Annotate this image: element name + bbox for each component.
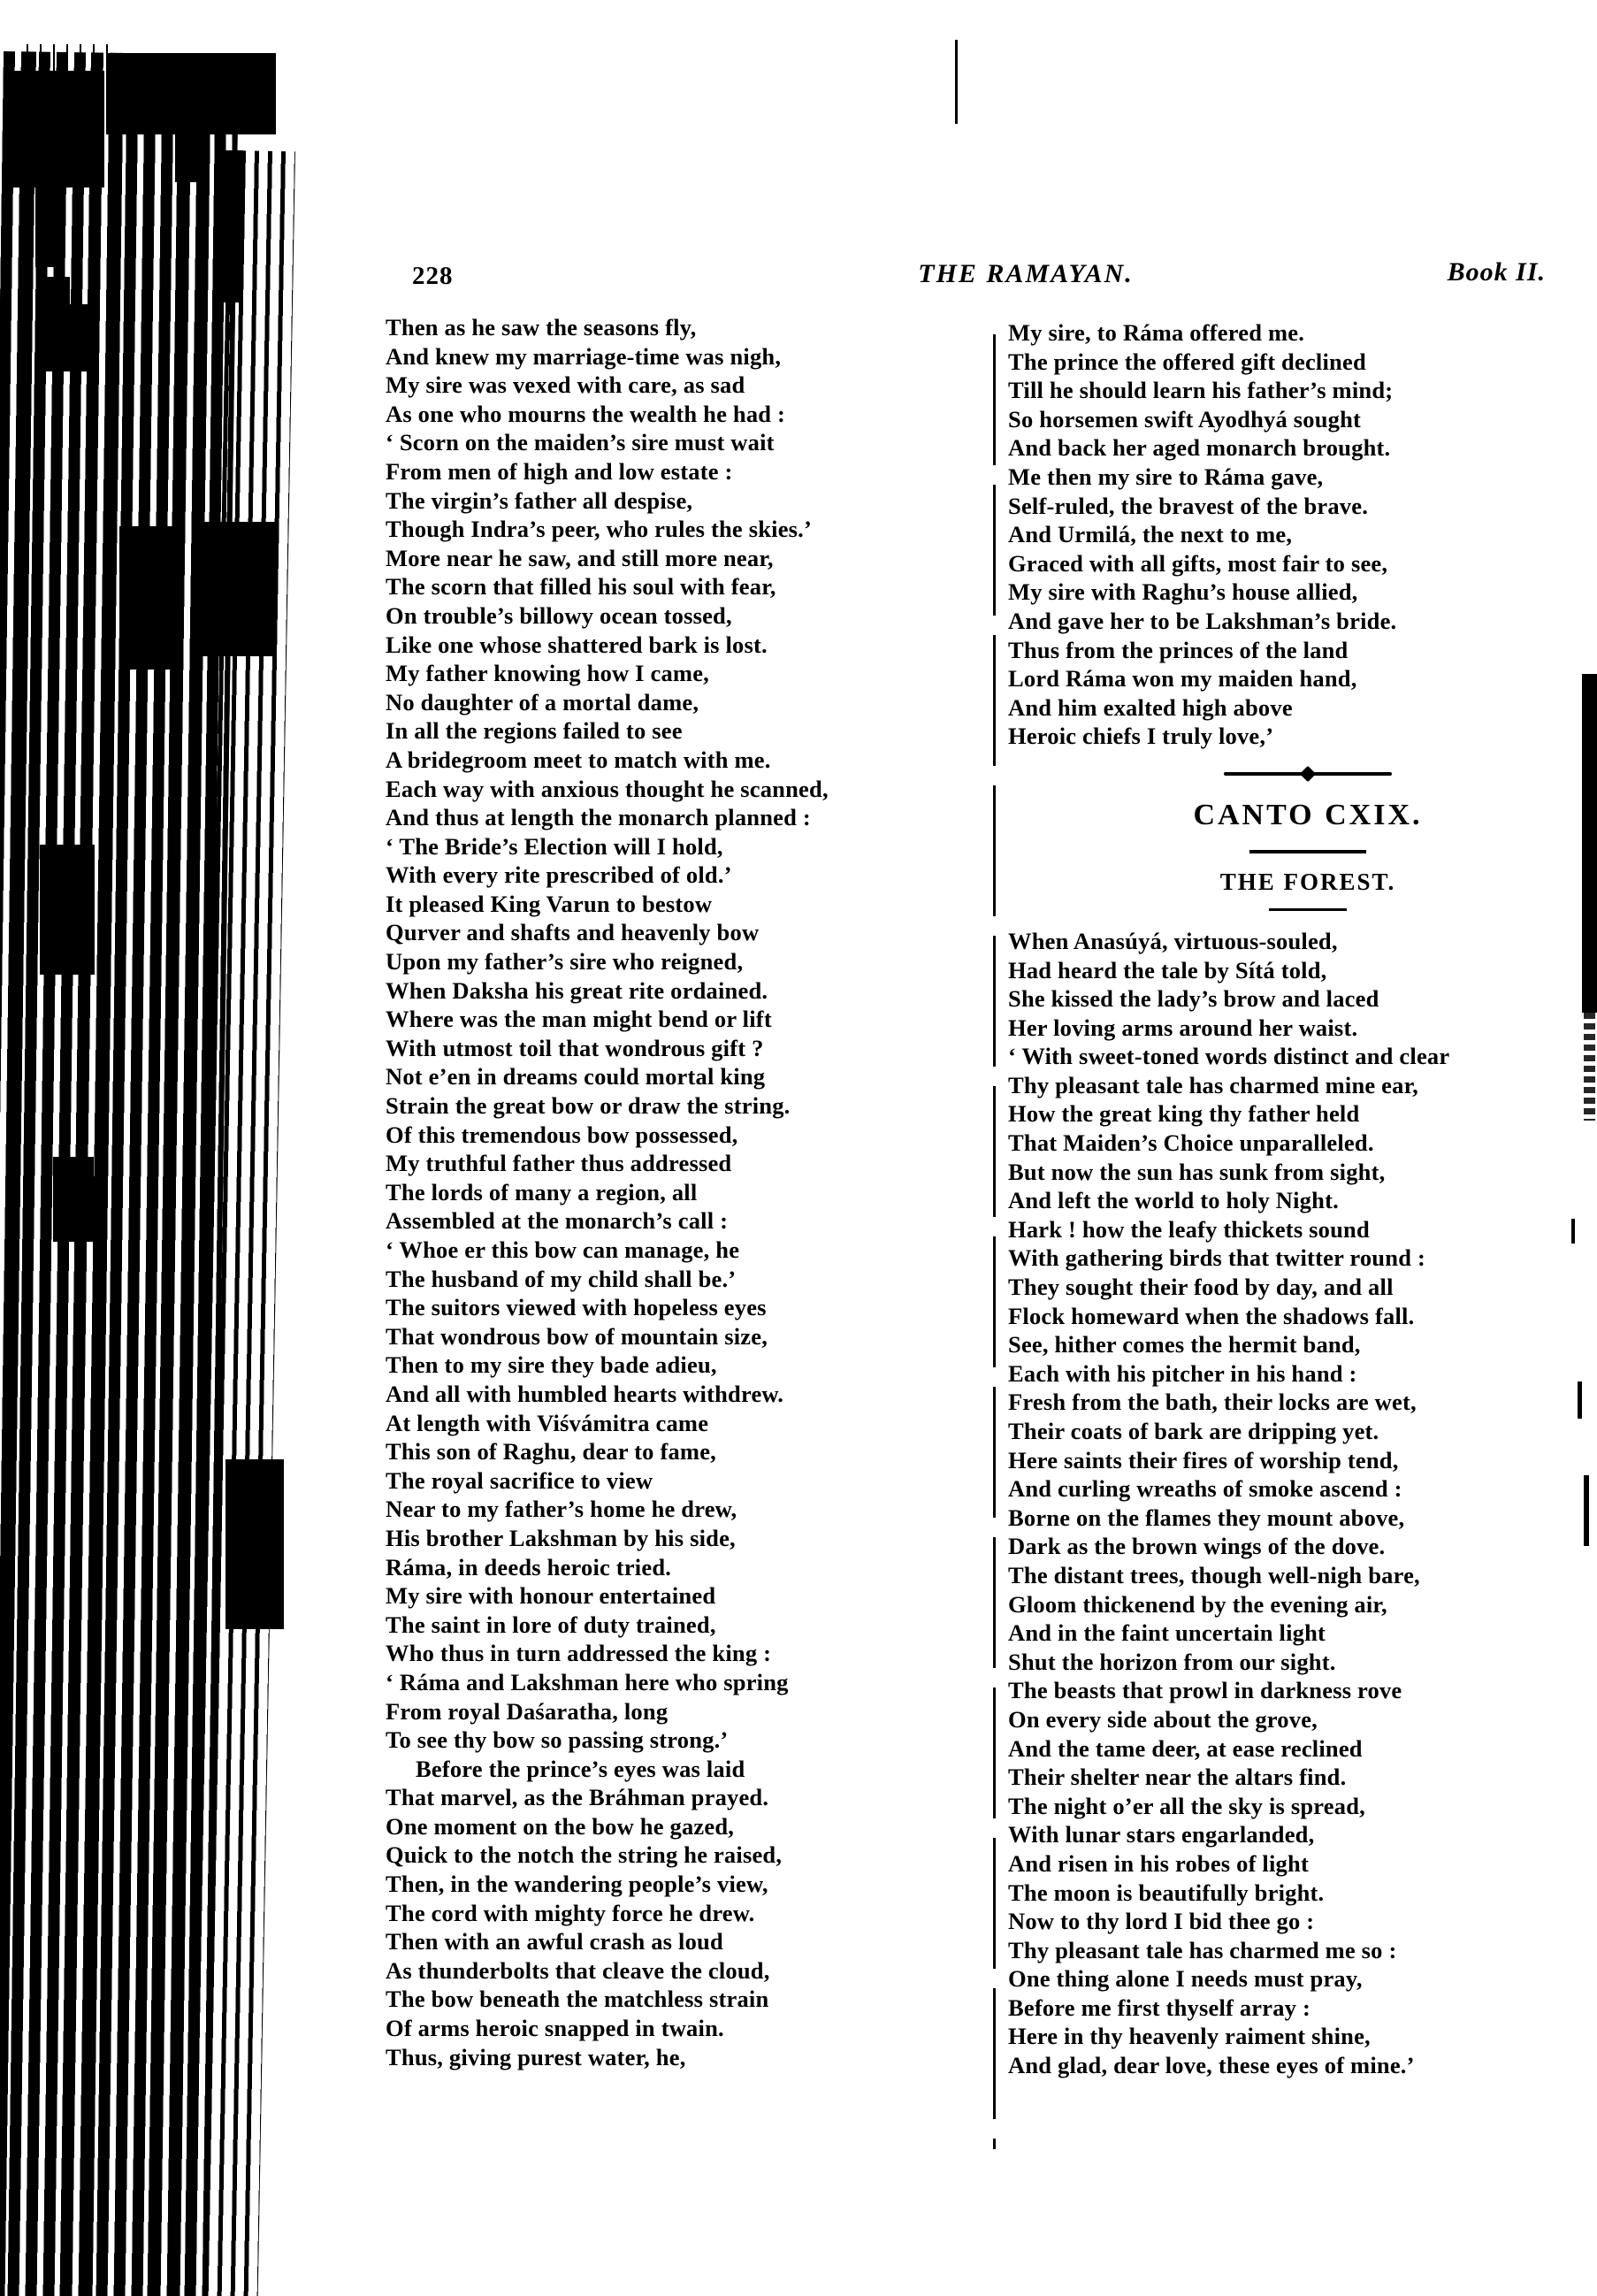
canto-rule bbox=[1249, 850, 1366, 853]
poem-line: More near he saw, and still more near, bbox=[386, 544, 774, 571]
canto-subheading: THE FOREST. bbox=[1219, 868, 1396, 895]
poem-line: The distant trees, though well-nigh bare, bbox=[1008, 1561, 1420, 1588]
poem-line: Here saints their fires of worship tend, bbox=[1008, 1446, 1399, 1473]
poem-line: The saint in lore of duty trained, bbox=[386, 1611, 716, 1638]
poem-line: Hark ! how the leafy thickets sound bbox=[1008, 1215, 1370, 1243]
poem-line: Till he should learn his father’s mind; bbox=[1008, 377, 1394, 404]
poem-line: They sought their food by day, and all bbox=[1008, 1274, 1394, 1301]
poem-line: Of this tremendous bow possessed, bbox=[386, 1121, 738, 1148]
poem-line: Thy pleasant tale has charmed me so : bbox=[1008, 1936, 1397, 1963]
poem-line: Quick to the notch the string he raised, bbox=[386, 1841, 783, 1869]
poem-line: With utmost toil that wondrous gift ? bbox=[386, 1034, 764, 1061]
poem-line: Then as he saw the seasons fly, bbox=[386, 314, 697, 341]
poem-line: Had heard the tale by Sítá told, bbox=[1008, 956, 1327, 983]
poem-line: With every rite prescribed of old.’ bbox=[386, 861, 732, 889]
poem-line: My sire with Raghu’s house allied, bbox=[1008, 578, 1358, 606]
poem-line: And Urmilá, the next to me, bbox=[1008, 521, 1293, 548]
poem-line: And gave her to be Lakshman’s bride. bbox=[1008, 607, 1397, 634]
poem-line: My father knowing how I came, bbox=[386, 660, 709, 687]
scan-smear-block bbox=[35, 168, 64, 267]
poem-line: The suitors viewed with hopeless eyes bbox=[386, 1294, 767, 1321]
poem-line: How the great king thy father held bbox=[1008, 1100, 1360, 1128]
poem-line: With gathering birds that twitter round : bbox=[1008, 1244, 1425, 1272]
poem-line: At length with Viśvámitra came bbox=[386, 1409, 709, 1436]
poem-line: Assembled at the monarch’s call : bbox=[386, 1207, 729, 1235]
poem-line: Thus, giving purest water, he, bbox=[386, 2043, 686, 2070]
poem-line: It pleased King Varun to bestow bbox=[386, 890, 713, 917]
poem-line: And him exalted high above bbox=[1008, 693, 1293, 721]
scan-smear-block bbox=[199, 522, 275, 656]
poem-line: And curling wreaths of smoke ascend : bbox=[1008, 1475, 1402, 1503]
poem-line: That wondrous bow of mountain size, bbox=[386, 1322, 768, 1350]
poem-line: The prince the offered gift declined bbox=[1008, 348, 1366, 375]
poem-line: The night o’er all the sky is spread, bbox=[1008, 1792, 1365, 1819]
poem-line: ‘ The Bride’s Election will I hold, bbox=[386, 832, 723, 860]
poem-line: The virgin’s father all despise, bbox=[386, 486, 693, 514]
poem-line: As one who mourns the wealth he had : bbox=[386, 400, 786, 427]
poem-line: One thing alone I needs must pray, bbox=[1008, 1965, 1363, 1993]
poem-line: A bridegroom meet to match with me. bbox=[386, 746, 771, 773]
poem-line: When Daksha his great rite ordained. bbox=[386, 976, 768, 1004]
poem-line: The cord with mighty force he drew. bbox=[386, 1899, 755, 1926]
scan-smear-block bbox=[40, 845, 95, 975]
poem-line: To see thy bow so passing strong.’ bbox=[386, 1726, 729, 1754]
poem-line: Their shelter near the altars find. bbox=[1008, 1764, 1347, 1791]
poem-line: As thunderbolts that cleave the cloud, bbox=[386, 1956, 770, 1984]
poem-line: Before me first thyself array : bbox=[1008, 1994, 1310, 2021]
poem-line: And knew my marriage-time was nigh, bbox=[386, 342, 782, 370]
poem-line: And thus at length the monarch planned : bbox=[386, 804, 811, 831]
poem-line: Shut the horizon from our sight. bbox=[1008, 1648, 1336, 1675]
poem-line: Qurver and shafts and heavenly bow bbox=[386, 919, 760, 946]
poem-line: Lord Ráma won my maiden hand, bbox=[1008, 665, 1357, 693]
poem-line: This son of Raghu, dear to fame, bbox=[386, 1438, 716, 1466]
poem-line: ‘ Whoe er this bow can manage, he bbox=[386, 1236, 740, 1263]
poem-line: ‘ Scorn on the maiden’s sire must wait bbox=[386, 429, 775, 456]
scan-smear-block bbox=[119, 526, 174, 670]
poem-line: The scorn that filled his soul with fear, bbox=[386, 573, 776, 601]
poem-line: Then to my sire they bade adieu, bbox=[386, 1351, 717, 1379]
scan-mark-top bbox=[955, 40, 958, 124]
scan-artifact-left bbox=[0, 44, 305, 2296]
poem-line: From men of high and low estate : bbox=[386, 457, 733, 485]
poem-line: On trouble’s billowy ocean tossed, bbox=[386, 601, 732, 629]
poem-line: Of arms heroic snapped in twain. bbox=[386, 2015, 724, 2042]
poem-line: Thy pleasant tale has charmed mine ear, bbox=[1008, 1071, 1418, 1098]
poem-line: Borne on the flames they mount above, bbox=[1008, 1504, 1405, 1531]
poem-line: His brother Lakshman by his side, bbox=[386, 1524, 736, 1551]
subheading-rule bbox=[1269, 908, 1347, 911]
poem-line: Like one whose shattered bark is lost. bbox=[386, 631, 768, 658]
scan-smear-block bbox=[67, 304, 96, 371]
poem-line: Her loving arms around her waist. bbox=[1008, 1014, 1358, 1041]
poem-line: The lords of many a region, all bbox=[386, 1178, 698, 1205]
poem-line: Fresh from the bath, their locks are wet, bbox=[1008, 1389, 1417, 1416]
poem-line: ‘ With sweet-toned words distinct and clear bbox=[1008, 1043, 1450, 1070]
poem-line: Their coats of bark are dripping yet. bbox=[1008, 1418, 1379, 1444]
poem-line: Now to thy lord I bid thee go : bbox=[1008, 1908, 1315, 1935]
poem-line: And glad, dear love, these eyes of mine.’ bbox=[1008, 2052, 1415, 2079]
poem-line: Thus from the princes of the land bbox=[1008, 636, 1349, 663]
poem-line: The royal sacrifice to view bbox=[386, 1466, 653, 1494]
book-label: Book II. bbox=[1447, 257, 1546, 287]
poem-line: That Maiden’s Choice unparalleled. bbox=[1008, 1129, 1374, 1157]
poem-line: Then, in the wandering people’s view, bbox=[386, 1871, 768, 1898]
poem-line: One moment on the bow he gazed, bbox=[386, 1812, 735, 1840]
poem-line: And back her aged monarch brought. bbox=[1008, 434, 1391, 462]
page-number: 228 bbox=[412, 262, 454, 290]
poem-line: Strain the great bow or draw the string. bbox=[386, 1092, 791, 1120]
poem-line: Each with his pitcher in his hand : bbox=[1008, 1359, 1357, 1387]
poem-line: Flock homeward when the shadows fall. bbox=[1008, 1302, 1415, 1329]
poem-line: Not e’en in dreams could mortal king bbox=[386, 1063, 766, 1091]
poem-line: Before the prince’s eyes was laid bbox=[416, 1755, 745, 1782]
poem-line: On every side about the grove, bbox=[1008, 1705, 1318, 1733]
poem-line: Here in thy heavenly raiment shine, bbox=[1008, 2023, 1371, 2050]
poem-line: Who thus in turn addressed the king : bbox=[386, 1640, 772, 1667]
left-column bbox=[386, 313, 985, 2071]
poem-line: And the tame deer, at ease reclined bbox=[1008, 1734, 1363, 1762]
poem-line: Graced with all gifts, most fair to see, bbox=[1008, 549, 1388, 577]
scan-smear-block bbox=[40, 277, 70, 371]
poem-line: My sire was vexed with care, as sad bbox=[386, 371, 745, 399]
poem-line: So horsemen swift Ayodhyá sought bbox=[1008, 405, 1362, 432]
left-column-verse bbox=[386, 313, 985, 2071]
poem-line: And left the world to holy Night. bbox=[1008, 1187, 1339, 1214]
canto-heading: CANTO CXIX. bbox=[1193, 798, 1423, 831]
right-column-verse-top bbox=[1008, 318, 1597, 751]
poem-line: ‘ Ráma and Lakshman here who spring bbox=[386, 1668, 789, 1695]
poem-line: Ráma, in deeds heroic tried. bbox=[386, 1553, 672, 1580]
poem-line: And in the faint uncertain light bbox=[1008, 1619, 1326, 1647]
poem-line: My sire with honour entertained bbox=[386, 1582, 716, 1610]
poem-line: And risen in his robes of light bbox=[1008, 1849, 1309, 1877]
poem-line: The bow beneath the matchless strain bbox=[386, 1986, 769, 2013]
poem-line: See, hither comes the hermit band, bbox=[1008, 1331, 1361, 1358]
poem-line: That marvel, as the Bráhman prayed. bbox=[386, 1784, 769, 1811]
running-title: THE RAMAYAN. bbox=[918, 259, 1134, 288]
poem-line: With lunar stars engarlanded, bbox=[1008, 1821, 1315, 1848]
poem-line: Me then my sire to Ráma gave, bbox=[1008, 463, 1324, 490]
right-column bbox=[1008, 318, 1597, 2080]
poem-line: Though Indra’s peer, who rules the skies.’ bbox=[386, 516, 813, 543]
right-column-verse-bottom bbox=[1008, 927, 1597, 2080]
scan-smear-block bbox=[215, 150, 243, 302]
poem-line: In all the regions failed to see bbox=[386, 717, 683, 745]
poem-line: Self-ruled, the bravest of the brave. bbox=[1008, 492, 1369, 519]
scan-smear-block bbox=[53, 1157, 94, 1242]
canto-ornament-rule bbox=[1224, 772, 1392, 776]
scan-smear-block bbox=[175, 101, 209, 182]
poem-line: My sire, to Ráma offered me. bbox=[1008, 319, 1305, 346]
scan-smear-block bbox=[225, 1459, 284, 1629]
poem-line: The husband of my child shall be.’ bbox=[386, 1265, 737, 1292]
poem-line: She kissed the lady’s brow and laced bbox=[1008, 985, 1379, 1013]
poem-line: Upon my father’s sire who reigned, bbox=[386, 948, 744, 976]
poem-line: Near to my father’s home he drew, bbox=[386, 1496, 737, 1523]
poem-line: And all with humbled hearts withdrew. bbox=[386, 1380, 784, 1407]
poem-line: Heroic chiefs I truly love,’ bbox=[1008, 723, 1274, 750]
column-divider-rule bbox=[993, 334, 996, 2149]
poem-line: But now the sun has sunk from sight, bbox=[1008, 1158, 1386, 1185]
poem-line: When Anasúyá, virtuous-souled, bbox=[1008, 927, 1338, 954]
poem-line: From royal Daśaratha, long bbox=[386, 1697, 669, 1725]
poem-line: The beasts that prowl in darkness rove bbox=[1008, 1677, 1402, 1704]
poem-line: Dark as the brown wings of the dove. bbox=[1008, 1533, 1386, 1560]
poem-line: Where was the man might bend or lift bbox=[386, 1006, 772, 1033]
poem-line: No daughter of a mortal dame, bbox=[386, 688, 699, 716]
poem-line: Gloom thickenend by the evening air, bbox=[1008, 1590, 1387, 1618]
poem-line: The moon is beautifully bright. bbox=[1008, 1879, 1325, 1906]
poem-line: My truthful father thus addressed bbox=[386, 1150, 732, 1177]
poem-line: Then with an awful crash as loud bbox=[386, 1928, 723, 1955]
poem-line: Each way with anxious thought he scanned, bbox=[386, 775, 829, 802]
